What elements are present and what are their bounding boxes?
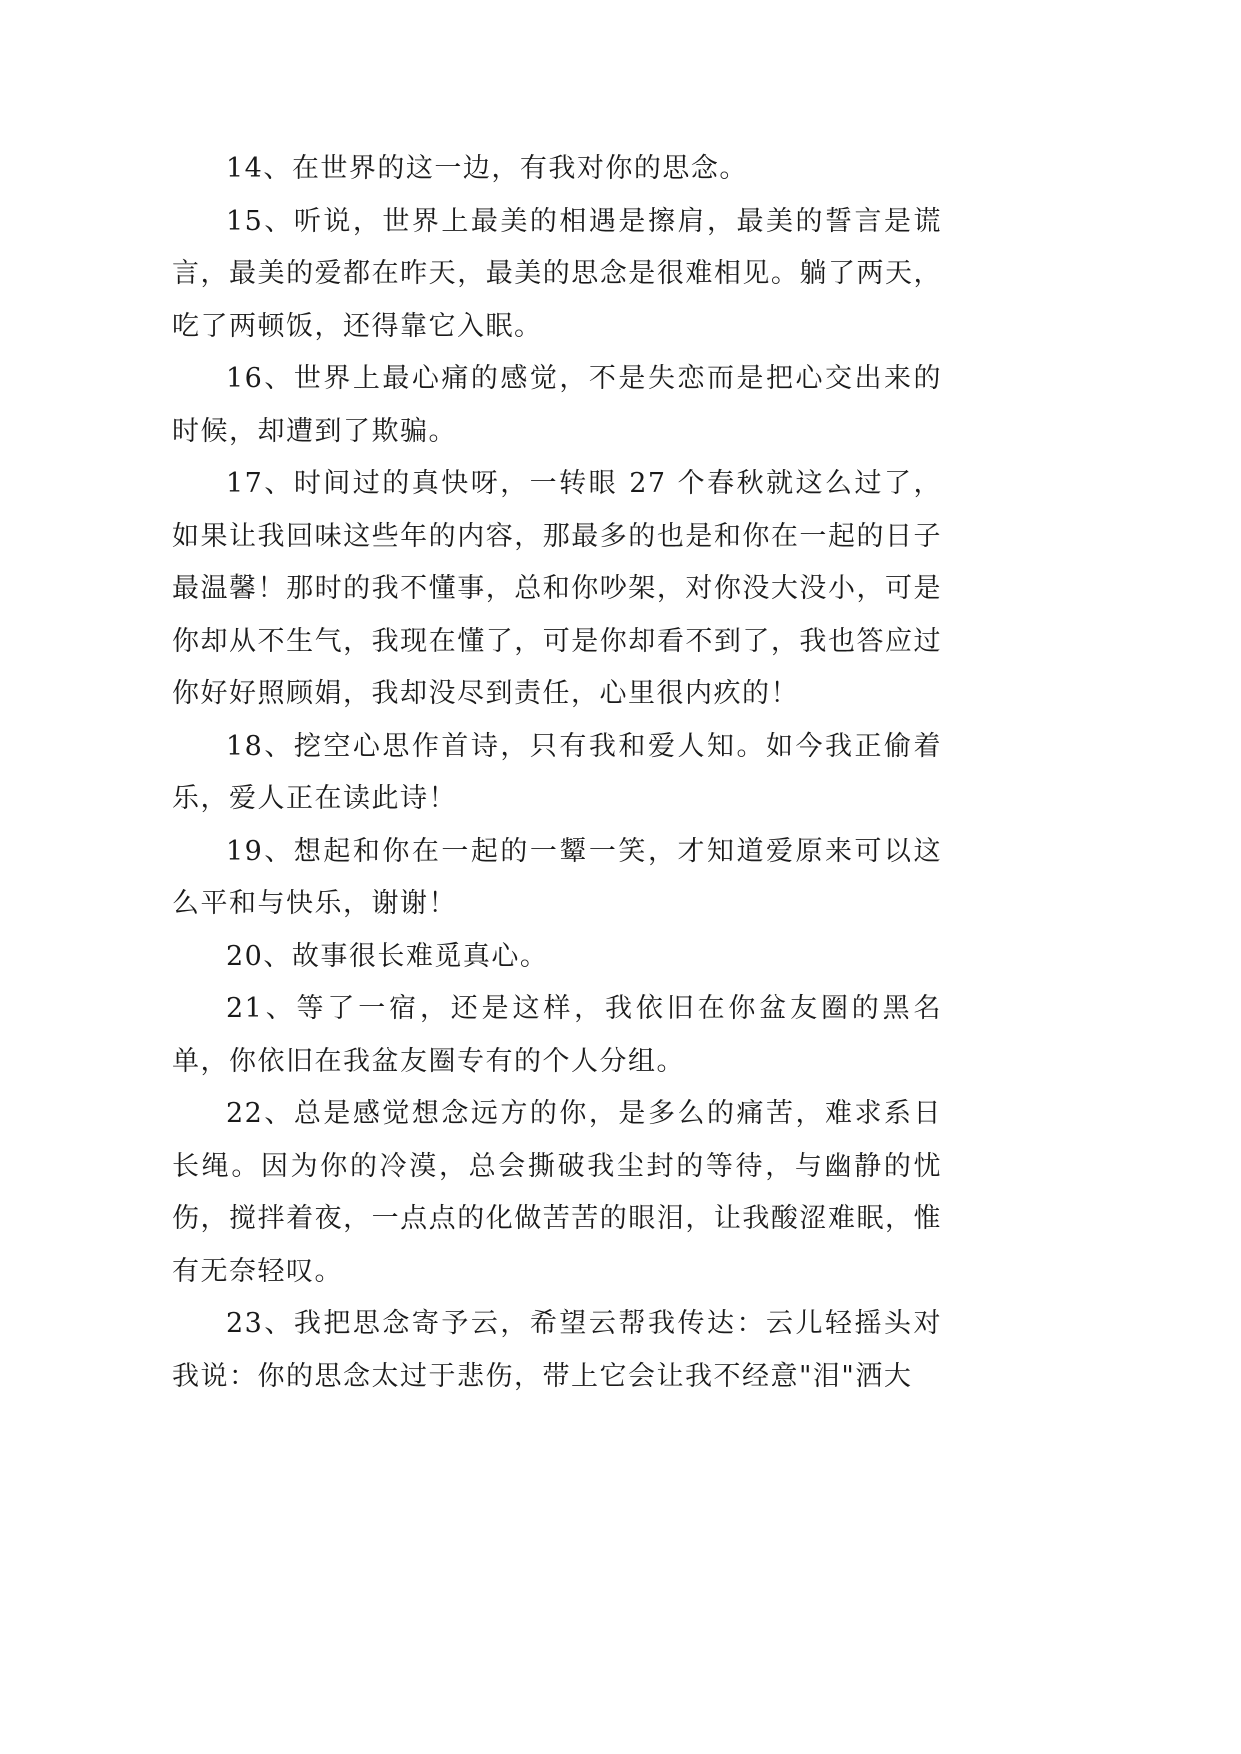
paragraph-16: 16、世界上最心痛的感觉，不是失恋而是把心交出来的时候，却遭到了欺骗。 — [172, 363, 942, 447]
paragraph-18: 18、挖空心思作首诗，只有我和爱人知。如今我正偷着乐，爱人正在读此诗！ — [172, 730, 942, 814]
paragraph-22: 22、总是感觉想念远方的你，是多么的痛苦，难求系日长绳。因为你的冷漠，总会撕破我尘封的等待，与幽静的忧伤，搅拌着夜，一点点的化做苦苦的眼泪，让我酸涩难眠，惟有无奈轻叹。 — [172, 1098, 942, 1287]
paragraph-17: 17、时间过的真快呀，一转眼 27 个春秋就这么过了，如果让我回味这些年的内容，那最多的也是和你在一起的日子最温馨！那时的我不懂事，总和你吵架，对你没大没小，可是你却从不生气，我现在懂了，可是你却看不到了，我也答应过你好好照顾娟，我却没尽到责任，心里很内疚的！ — [172, 468, 942, 709]
paragraph-19: 19、想起和你在一起的一颦一笑，才知道爱原来可以这么平和与快乐，谢谢！ — [172, 835, 942, 919]
document-body — [172, 143, 942, 1403]
paragraph-20: 20、故事很长难觅真心。 — [226, 940, 549, 972]
paragraph-14: 14、在世界的这一边，有我对你的思念。 — [226, 153, 748, 184]
paragraph-15: 15、听说，世界上最美的相遇是擦肩，最美的誓言是谎言，最美的爱都在昨天，最美的思念是很难相见。躺了两天，吃了两顿饭，还得靠它入眠。 — [172, 205, 942, 342]
paragraph-21: 21、等了一宿，还是这样，我依旧在你盆友圈的黑名单，你依旧在我盆友圈专有的个人分组。 — [172, 993, 942, 1077]
paragraph-23: 23、我把思念寄予云，希望云帮我传达：云儿轻摇头对我说：你的思念太过于悲伤，带上它会让我不经意"泪"洒大 — [172, 1308, 942, 1392]
